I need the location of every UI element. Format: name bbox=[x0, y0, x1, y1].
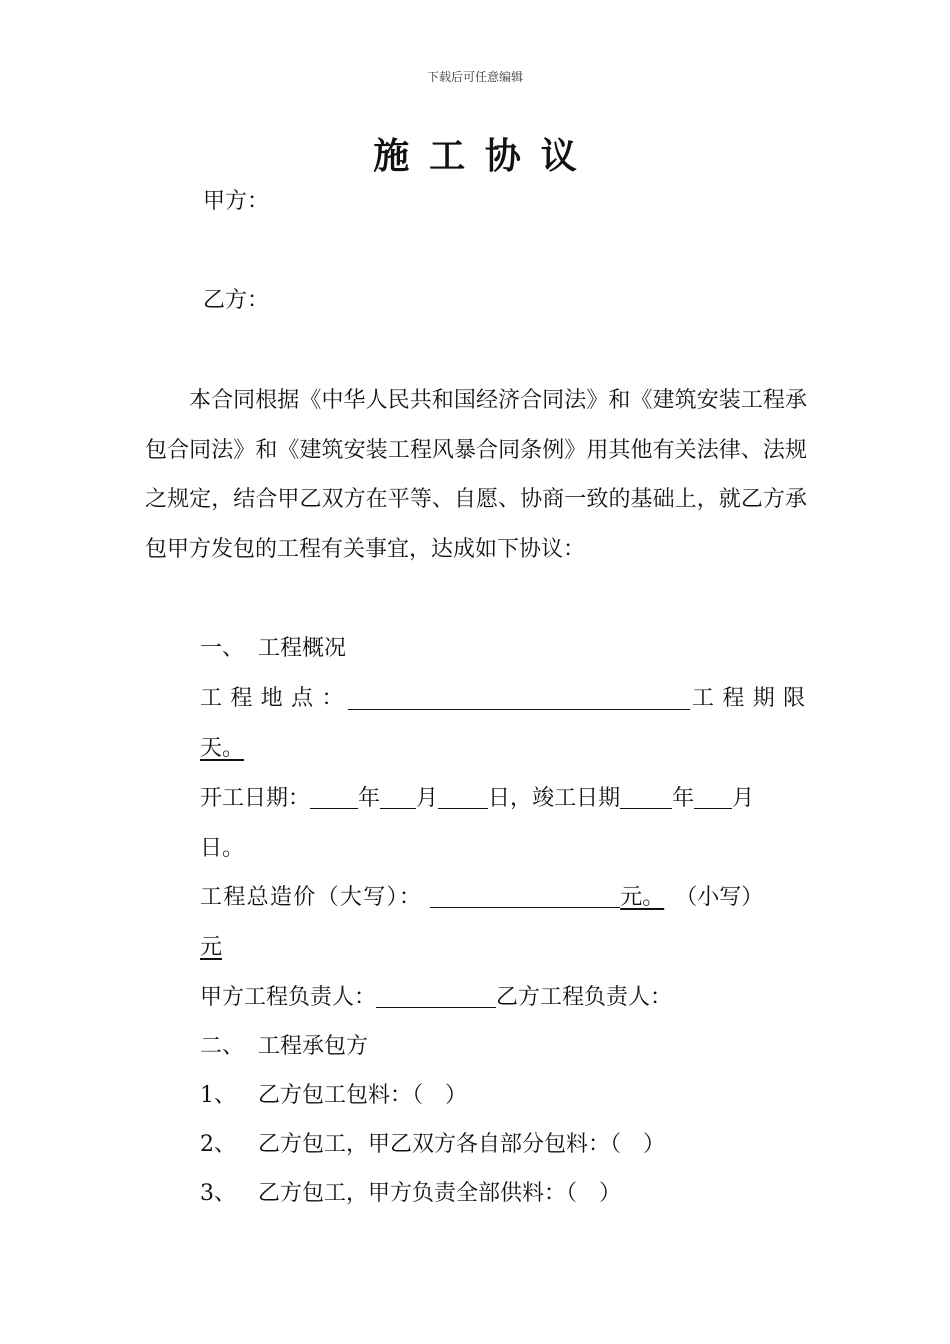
start-date-label: 开工日期： bbox=[200, 786, 311, 811]
manager-b-label: 乙方工程负责人： bbox=[496, 985, 673, 1010]
header-note: 下载后可任意编辑 bbox=[426, 70, 523, 84]
item-2-text: 乙方包工，甲乙双方各自部分包料：（ ） bbox=[258, 1132, 666, 1157]
cost-unit: 元。 bbox=[620, 885, 665, 910]
section-2-number: 二、 bbox=[200, 1034, 245, 1059]
item-3-text: 乙方包工，甲方负责全部供料：（ ） bbox=[258, 1181, 622, 1206]
cost-capital-blank[interactable] bbox=[430, 883, 620, 908]
document-title: 施工协议 bbox=[373, 135, 597, 177]
period-line bbox=[692, 674, 813, 724]
dates-line bbox=[200, 774, 754, 824]
section-2-heading bbox=[200, 1022, 368, 1072]
party-b-label: 乙方： bbox=[203, 288, 270, 313]
section-1-heading bbox=[200, 624, 346, 674]
item-1-number: 1、 bbox=[200, 1083, 236, 1108]
item-3-number: 3、 bbox=[200, 1181, 236, 1206]
cost-line bbox=[200, 873, 763, 923]
list-item bbox=[200, 1071, 467, 1121]
end-date-label: 竣工日期 bbox=[532, 786, 621, 811]
days-label: 天。 bbox=[200, 736, 245, 761]
manager-a-blank[interactable] bbox=[376, 983, 496, 1008]
list-item bbox=[200, 1169, 621, 1219]
cost-yuan: 元 bbox=[200, 935, 223, 960]
party-a-label: 甲方： bbox=[203, 189, 270, 214]
day-label: 日， bbox=[488, 786, 533, 811]
cost-small-label: （小写） bbox=[686, 885, 764, 910]
site-label: 工程地点： bbox=[200, 686, 352, 711]
end-year-label: 年 bbox=[672, 786, 695, 811]
manager-a-label: 甲方工程负责人： bbox=[200, 985, 377, 1010]
period-label: 工程期限 bbox=[692, 686, 814, 711]
end-day-label: 日。 bbox=[200, 836, 245, 861]
section-1-number: 一、 bbox=[200, 636, 245, 661]
item-2-number: 2、 bbox=[200, 1132, 236, 1157]
month-label: 月 bbox=[416, 786, 439, 811]
year-label: 年 bbox=[358, 786, 381, 811]
site-blank[interactable] bbox=[348, 687, 690, 710]
end-month-blank[interactable] bbox=[694, 784, 732, 809]
start-year-blank[interactable] bbox=[310, 784, 358, 809]
list-item bbox=[200, 1120, 665, 1170]
start-day-blank[interactable] bbox=[438, 784, 488, 809]
start-month-blank[interactable] bbox=[380, 784, 416, 809]
end-month-label: 月 bbox=[732, 786, 755, 811]
intro-paragraph: 本合同根据《中华人民共和国经济合同法》和《建筑安装工程承包合同法》和《建筑安装工程风暴合同条例》用其他有关法律、法规之规定，结合甲乙双方在平等、自愿、协商一致的基础上，就乙方承包甲方发包的工程有关事宜，达成如下协议： bbox=[145, 388, 807, 562]
item-1-text: 乙方包工包料：（ ） bbox=[258, 1083, 468, 1108]
site-line bbox=[200, 674, 352, 724]
section-2-title: 工程承包方 bbox=[258, 1034, 369, 1059]
managers-line bbox=[200, 973, 672, 1023]
end-year-blank[interactable] bbox=[620, 784, 672, 809]
cost-label: 工程总造价（大写）： bbox=[200, 885, 423, 910]
section-1-title: 工程概况 bbox=[258, 636, 347, 661]
